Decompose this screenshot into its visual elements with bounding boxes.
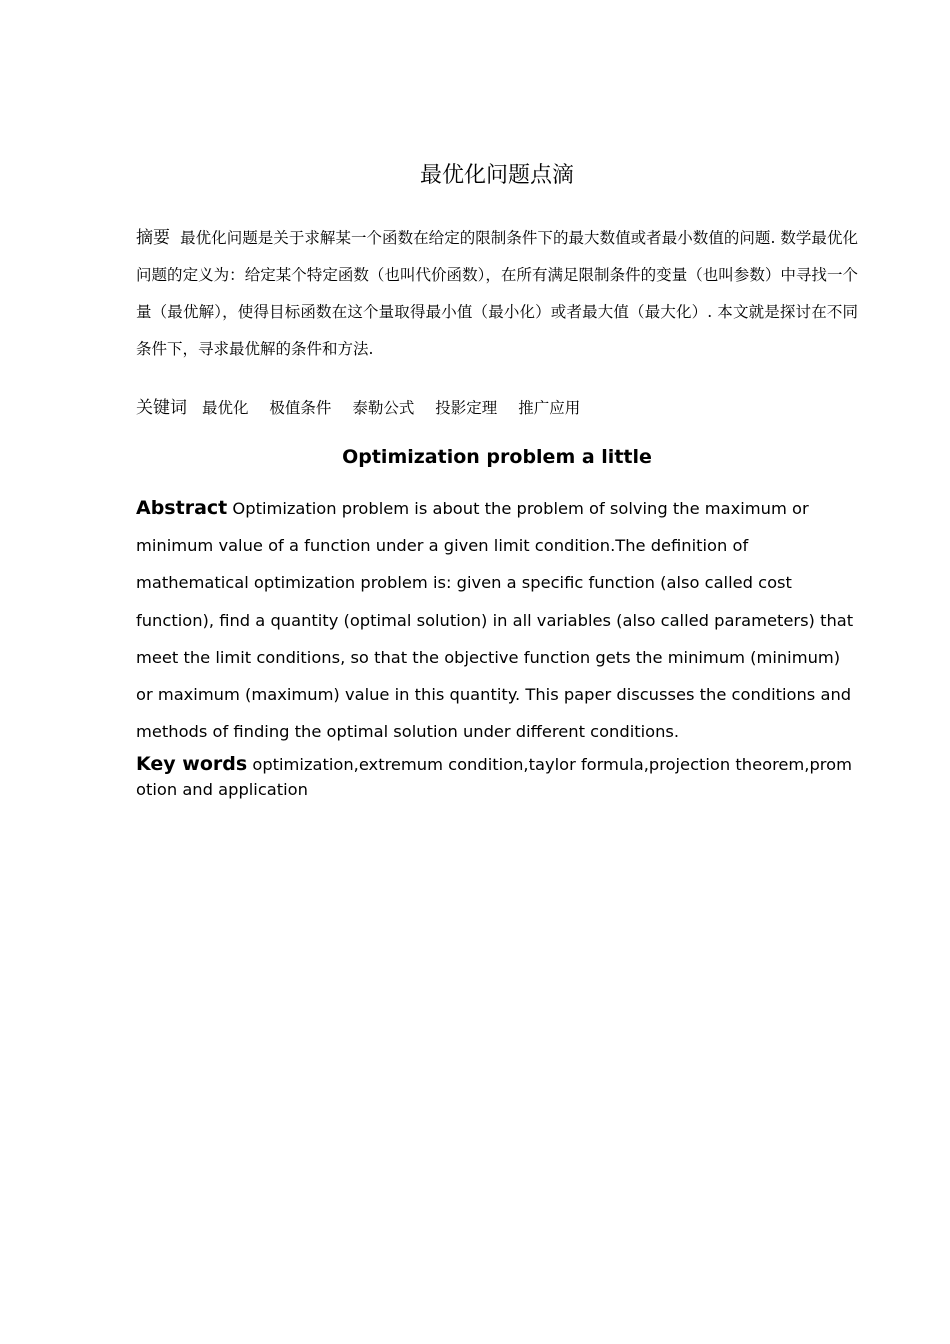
chinese-abstract-text: 最优化问题是关于求解某一个函数在给定的限制条件下的最大数值或者最小数值的问题. 数学最优化问题的定义为：给定某个特定函数（也叫代价函数），在所有满足限制条件的变量（也叫参数）中寻找一个量（最优解），使得目标函数在这个量取得最小值（最小化）或者最大值（最大化）. 本文就是探讨在不同条件下，寻求最优解的条件和方法. [136, 229, 859, 358]
chinese-keywords-label: 关键词 [136, 398, 187, 418]
chinese-keyword: 推广应用 [518, 399, 581, 417]
english-abstract-text: Optimization problem is about the problem of solving the maximum or minimum value of a function under a given limit condition.The definition of mathematical optimization problem is: given a specific function (also called cost function), find a quantity (optimal solution) in all variables (also called parameters) that meet the limit conditions, so that the objective function gets the minimum (minimum) or maximum (maximum) value in this quantity. This paper discusses the conditions and methods of finding the optimal solution under different conditions. [136, 499, 854, 742]
chinese-keyword: 最优化 [201, 399, 249, 417]
chinese-title: 最优化问题点滴 [419, 163, 574, 188]
chinese-keyword: 投影定理 [435, 399, 498, 417]
chinese-abstract [136, 220, 858, 368]
english-abstract-label: Abstract [136, 497, 228, 519]
english-abstract [136, 490, 858, 750]
english-keywords [136, 752, 858, 802]
english-keywords-text: optimization,extremum condition,taylor formula,projection theorem,promotion and application [136, 755, 852, 799]
english-keywords-label: Key words [136, 753, 248, 775]
chinese-abstract-label: 摘要 [136, 228, 171, 248]
chinese-keyword: 泰勒公式 [352, 399, 415, 417]
chinese-keyword: 极值条件 [269, 399, 332, 417]
english-title: Optimization problem a little [342, 446, 652, 468]
chinese-keywords [136, 392, 858, 424]
